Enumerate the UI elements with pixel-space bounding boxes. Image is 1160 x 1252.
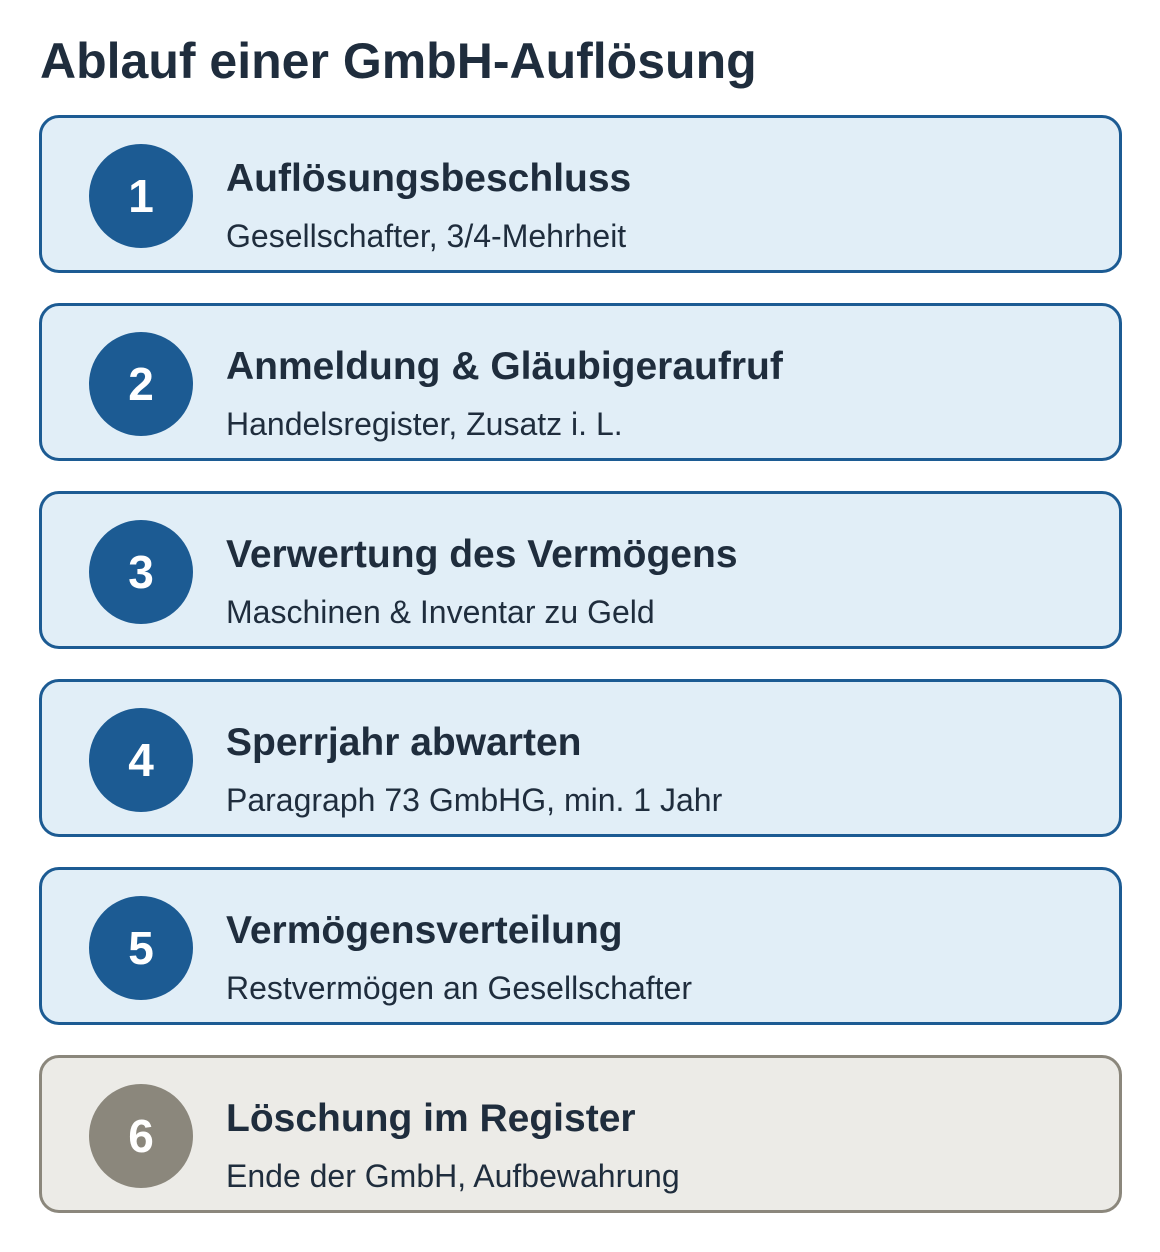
- step-subtitle: Maschinen & Inventar zu Geld: [226, 594, 655, 630]
- step-title: Löschung im Register: [226, 1097, 636, 1140]
- page-title: Ablauf einer GmbH-Auflösung: [40, 33, 757, 89]
- step-card-4: [39, 679, 1122, 837]
- step-title: Sperrjahr abwarten: [226, 721, 582, 764]
- step-title: Anmeldung & Gläubigeraufruf: [226, 345, 783, 388]
- step-card-5: [39, 867, 1122, 1025]
- step-subtitle: Ende der GmbH, Aufbewahrung: [226, 1158, 680, 1194]
- step-subtitle: Gesellschafter, 3/4-Mehrheit: [226, 218, 627, 254]
- step-title: Vermögensverteilung: [226, 909, 623, 952]
- step-card-1: [39, 115, 1122, 273]
- step-card-3: [39, 491, 1122, 649]
- step-subtitle: Paragraph 73 GmbHG, min. 1 Jahr: [226, 782, 723, 818]
- step-number-badge: 2: [89, 332, 193, 436]
- step-number-badge: 6: [89, 1084, 193, 1188]
- step-title: Auflösungsbeschluss: [226, 157, 632, 200]
- step-number-badge: 3: [89, 520, 193, 624]
- step-title: Verwertung des Vermögens: [226, 533, 738, 576]
- step-card-2: [39, 303, 1122, 461]
- step-card-6: [39, 1055, 1122, 1213]
- step-subtitle: Handelsregister, Zusatz i. L.: [226, 406, 623, 442]
- step-number-badge: 1: [89, 144, 193, 248]
- step-subtitle: Restvermögen an Gesellschafter: [226, 970, 692, 1006]
- step-number-badge: 4: [89, 708, 193, 812]
- process-steps: [39, 115, 1122, 1243]
- step-number-badge: 5: [89, 896, 193, 1000]
